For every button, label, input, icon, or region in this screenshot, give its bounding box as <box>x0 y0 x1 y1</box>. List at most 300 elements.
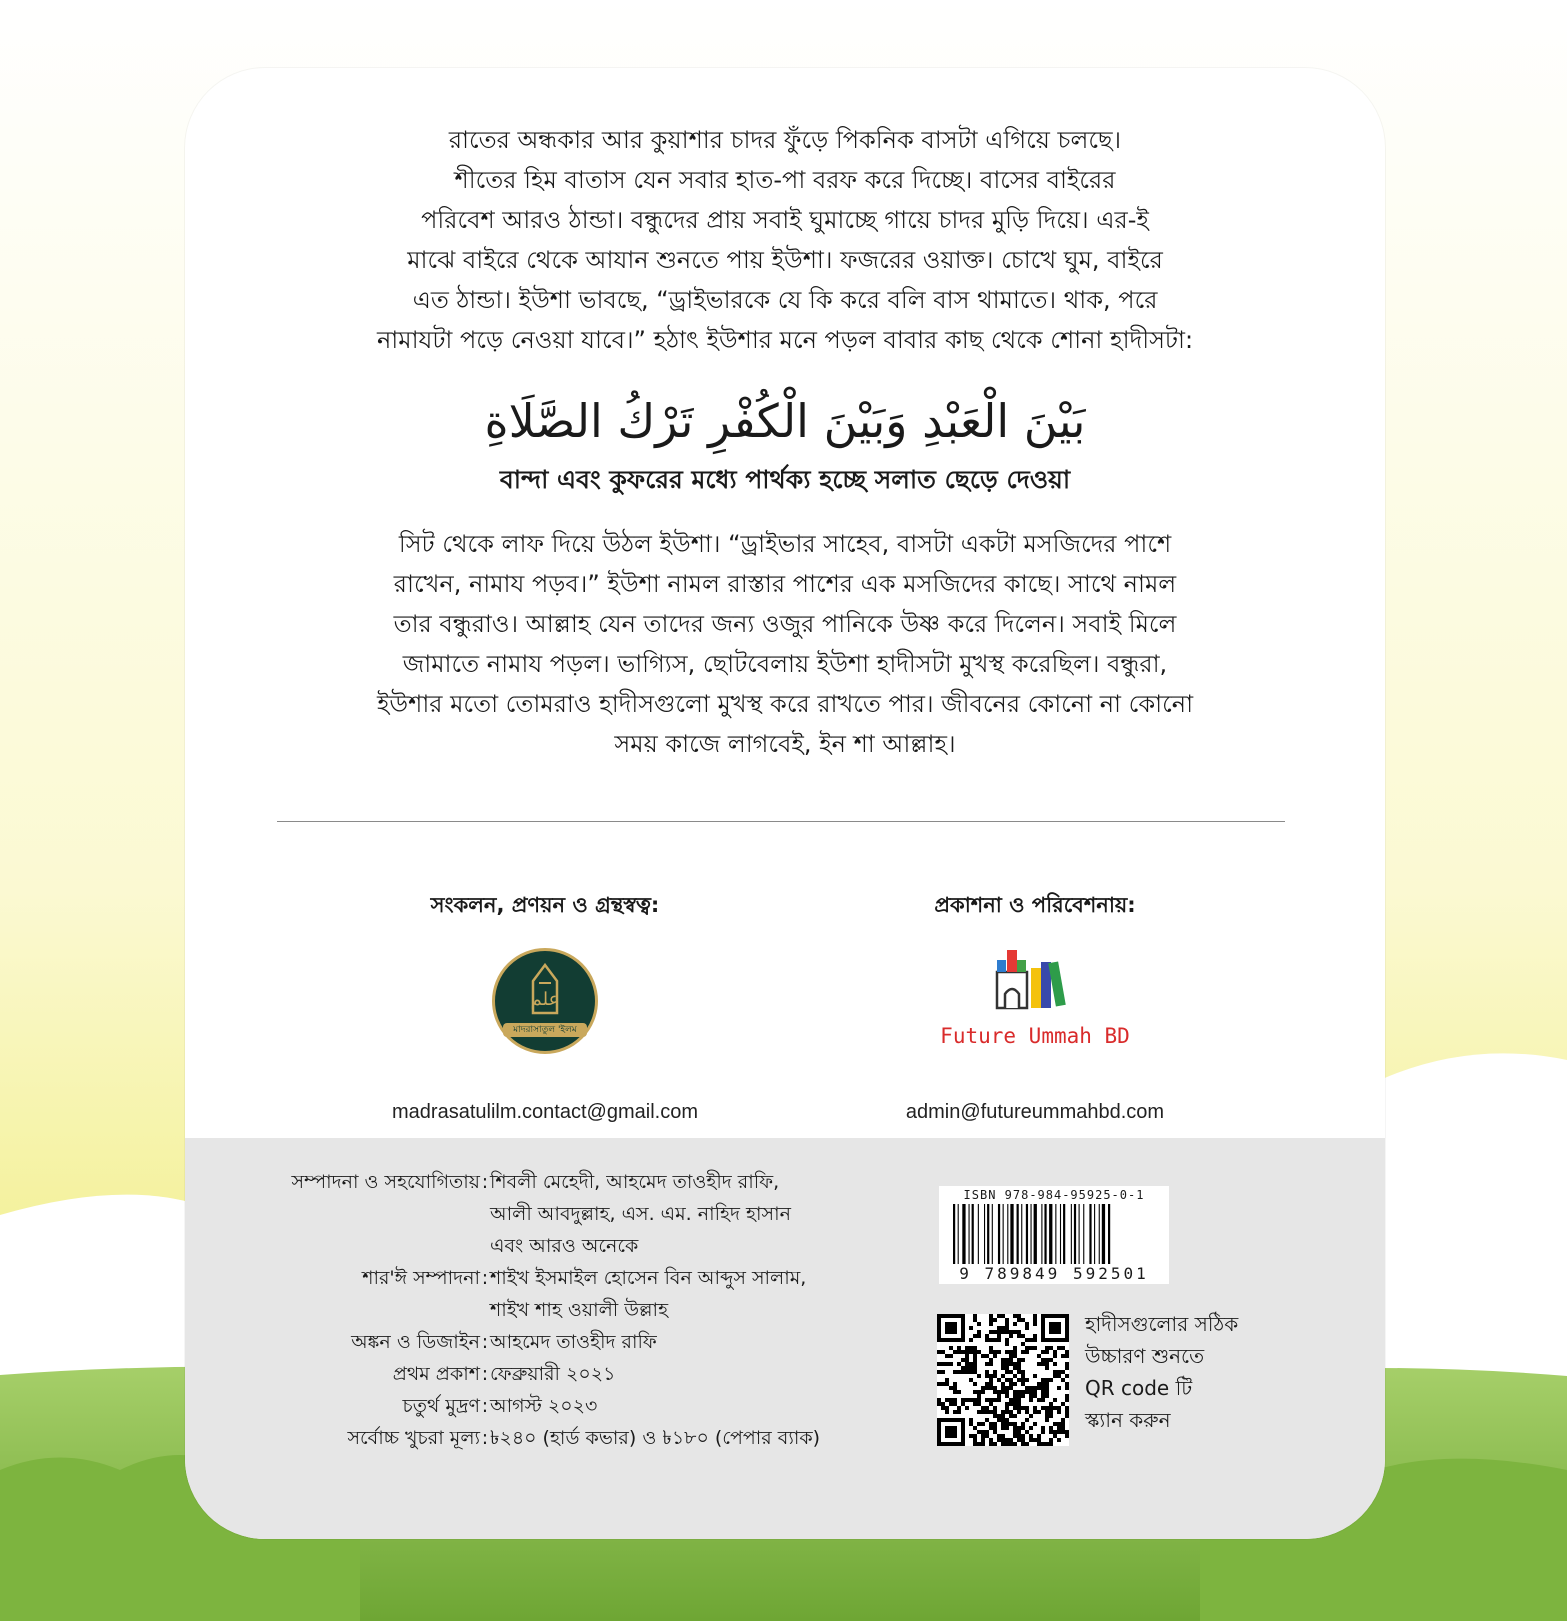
barcode-bar <box>1007 1204 1008 1264</box>
qr-module <box>1017 1430 1021 1434</box>
qr-module <box>981 1354 985 1358</box>
qr-module <box>969 1346 973 1350</box>
qr-module <box>1017 1402 1021 1406</box>
detail-row <box>205 1294 885 1326</box>
publisher-credit <box>805 888 1265 1170</box>
qr-module <box>1017 1330 1021 1334</box>
qr-module <box>1045 1358 1049 1362</box>
qr-module <box>1065 1386 1069 1390</box>
qr-module <box>965 1354 969 1358</box>
qr-module <box>1005 1350 1009 1354</box>
qr-module <box>1065 1406 1069 1410</box>
qr-module <box>1033 1314 1037 1318</box>
qr-module <box>969 1338 973 1342</box>
qr-module <box>985 1434 989 1438</box>
qr-module <box>1021 1370 1025 1374</box>
qr-module <box>1009 1438 1013 1442</box>
qr-module <box>1037 1354 1041 1358</box>
qr-module <box>1001 1362 1005 1366</box>
qr-module <box>1065 1362 1069 1366</box>
barcode-bar <box>1010 1204 1013 1264</box>
qr-module <box>1065 1354 1069 1358</box>
qr-module <box>989 1426 993 1430</box>
qr-module <box>937 1382 941 1386</box>
qr-module <box>969 1378 973 1382</box>
qr-module <box>1049 1430 1053 1434</box>
qr-module <box>973 1442 977 1446</box>
qr-module <box>977 1402 981 1406</box>
divider <box>277 821 1285 822</box>
qr-module <box>961 1398 965 1402</box>
detail-value: আলী আবদুল্লাহ, এস. এম. নাহিদ হাসান <box>490 1203 791 1225</box>
qr-module <box>989 1402 993 1406</box>
barcode-bar <box>984 1204 985 1264</box>
qr-module <box>1065 1398 1069 1402</box>
qr-module <box>997 1398 1001 1402</box>
detail-separator: : <box>481 1171 489 1193</box>
qr-module <box>993 1398 997 1402</box>
clouds-right <box>1380 1053 1567 1400</box>
qr-module <box>977 1430 981 1434</box>
qr-module <box>949 1346 953 1350</box>
qr-module <box>1021 1334 1025 1338</box>
qr-module <box>1005 1326 1009 1330</box>
qr-module <box>1045 1386 1049 1390</box>
qr-module <box>1029 1346 1033 1350</box>
qr-module <box>1001 1314 1005 1318</box>
qr-module <box>1033 1394 1037 1398</box>
qr-module <box>1045 1390 1049 1394</box>
qr-module <box>969 1418 973 1422</box>
qr-module <box>1045 1414 1049 1418</box>
qr-module <box>1045 1410 1049 1414</box>
qr-module <box>1021 1434 1025 1438</box>
qr-module <box>1053 1362 1057 1366</box>
qr-module <box>953 1398 957 1402</box>
barcode-bar <box>992 1204 993 1264</box>
qr-module <box>973 1438 977 1442</box>
qr-module <box>1021 1438 1025 1442</box>
qr-module <box>989 1398 993 1402</box>
qr-module <box>1029 1390 1033 1394</box>
qr-module <box>1029 1338 1033 1342</box>
qr-module <box>1033 1334 1037 1338</box>
qr-module <box>1041 1390 1045 1394</box>
qr-module <box>1041 1382 1045 1386</box>
qr-module <box>1005 1442 1009 1446</box>
qr-module <box>1001 1366 1005 1370</box>
story-line: পরিবেশ আরও ঠান্ডা। বন্ধুদের প্রায় সবাই ঘুমাচ্ছে গায়ে চাদর মুড়ি দিয়ে। এর-ই <box>421 206 1149 234</box>
qr-module <box>1009 1362 1013 1366</box>
qr-module <box>993 1422 997 1426</box>
qr-module <box>1037 1398 1041 1402</box>
qr-module <box>945 1426 957 1438</box>
qr-module <box>1021 1342 1025 1346</box>
qr-module <box>1005 1362 1009 1366</box>
detail-value: ৳২৪০ (হার্ড কভার) ও ৳১৮০ (পেপার ব্যাক) <box>490 1427 821 1449</box>
qr-module <box>977 1394 981 1398</box>
qr-module <box>1053 1374 1057 1378</box>
qr-module <box>1033 1374 1037 1378</box>
qr-module <box>985 1386 989 1390</box>
qr-module <box>973 1434 977 1438</box>
qr-module <box>1017 1434 1021 1438</box>
qr-module <box>997 1414 1001 1418</box>
qr-module <box>981 1430 985 1434</box>
barcode-bar <box>978 1204 979 1264</box>
qr-module <box>1009 1358 1013 1362</box>
qr-module <box>1049 1426 1053 1430</box>
qr-module <box>953 1402 957 1406</box>
qr-module <box>973 1398 977 1402</box>
qr-module <box>977 1322 981 1326</box>
qr-module <box>989 1358 993 1362</box>
qr-module <box>985 1374 989 1378</box>
qr-module <box>997 1330 1001 1334</box>
qr-module <box>981 1410 985 1414</box>
barcode-bar <box>1079 1204 1080 1264</box>
qr-module <box>981 1390 985 1394</box>
qr-module <box>1033 1386 1037 1390</box>
detail-label: সর্বোচ্চ খুচরা মূল্য <box>347 1427 480 1449</box>
qr-module <box>969 1366 973 1370</box>
qr-module <box>965 1366 969 1370</box>
qr-caption <box>1085 1308 1285 1436</box>
qr-module <box>1013 1350 1017 1354</box>
qr-module <box>1001 1442 1005 1446</box>
barcode-bar <box>1099 1204 1100 1264</box>
detail-value: শাইখ ইসমাইল হোসেন বিন আব্দুস সালাম, <box>490 1267 807 1289</box>
qr-module <box>1005 1366 1009 1370</box>
qr-module <box>989 1438 993 1442</box>
qr-module <box>997 1326 1001 1330</box>
qr-module <box>1001 1422 1005 1426</box>
qr-module <box>1025 1406 1029 1410</box>
qr-module <box>1009 1382 1013 1386</box>
qr-module <box>953 1390 957 1394</box>
qr-module <box>1001 1326 1005 1330</box>
barcode-bar <box>1031 1204 1032 1264</box>
qr-module <box>1033 1438 1037 1442</box>
qr-module <box>973 1334 977 1338</box>
qr-module <box>969 1398 973 1402</box>
publisher-email[interactable]: admin@futureummahbd.com <box>905 1101 1165 1123</box>
story-line: জামাতে নামায পড়ল। ভাগ্যিস, ছোটবেলায় ইউশা হাদীসটা মুখস্থ করেছিল। বন্ধুরা, <box>402 650 1168 678</box>
seal-arabic-mark: علم <box>530 989 560 1010</box>
seal-mark-icon <box>495 961 595 1021</box>
qr-module <box>1049 1358 1053 1362</box>
qr-module <box>973 1370 977 1374</box>
qr-module <box>941 1402 945 1406</box>
qr-module <box>977 1398 981 1402</box>
qr-module <box>973 1390 977 1394</box>
qr-module <box>1025 1390 1029 1394</box>
qr-module <box>1041 1398 1045 1402</box>
qr-module <box>1013 1362 1017 1366</box>
barcode-bar <box>1055 1204 1056 1264</box>
qr-module <box>989 1318 993 1322</box>
qr-module <box>1017 1398 1021 1402</box>
qr-module <box>1029 1434 1033 1438</box>
qr-module <box>1025 1326 1029 1330</box>
qr-module <box>953 1370 957 1374</box>
detail-label: শার'ঈ সম্পাদনা <box>362 1267 480 1289</box>
qr-module <box>1025 1410 1029 1414</box>
qr-module <box>961 1366 965 1370</box>
barcode-bar <box>1026 1204 1028 1264</box>
story-line: রাতের অন্ধকার আর কুয়াশার চাদর ফুঁড়ে পিকনিক বাসটা এগিয়ে চলছে। <box>448 126 1122 154</box>
qr-module <box>965 1346 969 1350</box>
qr-module <box>989 1350 993 1354</box>
qr-module <box>1009 1330 1013 1334</box>
qr-module <box>1001 1426 1005 1430</box>
qr-module <box>1033 1318 1037 1322</box>
qr-module <box>997 1338 1001 1342</box>
qr-module <box>1001 1386 1005 1390</box>
qr-module <box>1009 1350 1013 1354</box>
qr-module <box>957 1346 961 1350</box>
detail-row <box>205 1326 885 1358</box>
qr-module <box>1017 1394 1021 1398</box>
qr-module <box>1041 1406 1045 1410</box>
detail-value: এবং আরও অনেকে <box>490 1235 639 1257</box>
qr-module <box>1057 1426 1061 1430</box>
qr-module <box>1021 1382 1025 1386</box>
qr-module <box>981 1422 985 1426</box>
isbn-text: ISBN 978-984-95925-0-1 <box>963 1188 1145 1202</box>
qr-module <box>1013 1330 1017 1334</box>
qr-module <box>1013 1374 1017 1378</box>
compiler-heading: সংকলন, প্রণয়ন ও গ্রন্থস্বত্ব: <box>430 893 660 917</box>
detail-separator: : <box>481 1267 489 1289</box>
qr-module <box>1057 1346 1061 1350</box>
qr-module <box>969 1326 973 1330</box>
qr-module <box>1005 1406 1009 1410</box>
qr-module <box>1017 1426 1021 1430</box>
qr-module <box>941 1350 945 1354</box>
qr-module <box>1005 1394 1009 1398</box>
qr-module <box>965 1358 969 1362</box>
qr-module <box>1005 1330 1009 1334</box>
story-line: রাখেন, নামায পড়ব।” ইউশা নামল রাস্তার পাশের এক মসজিদের কাছে। সাথে নামল <box>393 570 1177 598</box>
qr-module <box>1005 1358 1009 1362</box>
qr-module <box>949 1398 953 1402</box>
qr-code-icon[interactable] <box>937 1314 1069 1446</box>
barcode-bar <box>1017 1204 1019 1264</box>
qr-module <box>997 1434 1001 1438</box>
detail-separator: : <box>481 1427 489 1449</box>
qr-module <box>937 1398 941 1402</box>
qr-module <box>985 1406 989 1410</box>
detail-separator: : <box>481 1395 489 1417</box>
qr-module <box>997 1334 1001 1338</box>
qr-module <box>1037 1442 1041 1446</box>
detail-row <box>205 1390 885 1422</box>
qr-module <box>993 1386 997 1390</box>
qr-module <box>1013 1346 1017 1350</box>
barcode-bar <box>1108 1204 1110 1264</box>
qr-module <box>941 1382 945 1386</box>
publisher-heading: প্রকাশনা ও পরিবেশনায়: <box>934 893 1136 917</box>
qr-module <box>1009 1402 1013 1406</box>
barcode-bar <box>987 1204 989 1264</box>
qr-module <box>1057 1386 1061 1390</box>
qr-module <box>1005 1390 1009 1394</box>
qr-module <box>949 1362 953 1366</box>
qr-module <box>993 1318 997 1322</box>
qr-module <box>1061 1422 1065 1426</box>
qr-module <box>981 1434 985 1438</box>
qr-module <box>1037 1434 1041 1438</box>
qr-module <box>1013 1322 1017 1326</box>
qr-module <box>993 1410 997 1414</box>
story-line: ইউশার মতো তোমরাও হাদীসগুলো মুখস্থ করে রাখতে পার। জীবনের কোনো না কোনো <box>376 690 1194 718</box>
qr-module <box>1033 1406 1037 1410</box>
qr-module <box>997 1418 1001 1422</box>
qr-module <box>1013 1402 1017 1406</box>
qr-module <box>945 1322 957 1334</box>
qr-module <box>989 1314 993 1318</box>
qr-module <box>1017 1358 1021 1362</box>
qr-module <box>1017 1366 1021 1370</box>
qr-module <box>993 1350 997 1354</box>
qr-module <box>1017 1378 1021 1382</box>
qr-module <box>1001 1438 1005 1442</box>
qr-module <box>1009 1410 1013 1414</box>
qr-module <box>1065 1350 1069 1354</box>
qr-module <box>1009 1398 1013 1402</box>
qr-module <box>985 1334 989 1338</box>
qr-module <box>969 1434 973 1438</box>
qr-module <box>1009 1378 1013 1382</box>
qr-module <box>1009 1442 1013 1446</box>
qr-module <box>961 1358 965 1362</box>
qr-module <box>985 1418 989 1422</box>
qr-module <box>1065 1366 1069 1370</box>
qr-module <box>977 1442 981 1446</box>
qr-module <box>1013 1434 1017 1438</box>
qr-module <box>1025 1350 1029 1354</box>
qr-module <box>993 1442 997 1446</box>
qr-module <box>949 1386 953 1390</box>
seal-label: মাদরাসাতুল 'ইলম <box>503 1023 587 1037</box>
detail-label: প্রথম প্রকাশ <box>392 1363 480 1385</box>
qr-module <box>1021 1426 1025 1430</box>
barcode-bar <box>958 1204 959 1264</box>
qr-module <box>953 1386 957 1390</box>
qr-module <box>1061 1430 1065 1434</box>
qr-module <box>1061 1346 1065 1350</box>
qr-module <box>989 1410 993 1414</box>
qr-module <box>989 1338 993 1342</box>
qr-module <box>1021 1390 1025 1394</box>
qr-module <box>1013 1430 1017 1434</box>
qr-module <box>1017 1406 1021 1410</box>
qr-module <box>977 1410 981 1414</box>
qr-module <box>985 1430 989 1434</box>
qr-module <box>969 1422 973 1426</box>
qr-module <box>989 1378 993 1382</box>
qr-module <box>1065 1394 1069 1398</box>
qr-module <box>957 1410 961 1414</box>
barcode-bar <box>1071 1204 1072 1264</box>
barcode-bar <box>1021 1204 1022 1264</box>
qr-module <box>1041 1394 1045 1398</box>
qr-module <box>1001 1330 1005 1334</box>
qr-module <box>1021 1374 1025 1378</box>
qr-module <box>997 1390 1001 1394</box>
detail-label: অঙ্কন ও ডিজাইন <box>351 1331 480 1353</box>
qr-module <box>997 1314 1001 1318</box>
detail-row <box>205 1166 885 1198</box>
qr-module <box>985 1398 989 1402</box>
story-paragraph-2 <box>245 524 1325 764</box>
qr-module <box>1065 1374 1069 1378</box>
qr-module <box>1001 1434 1005 1438</box>
qr-module <box>945 1406 949 1410</box>
publication-footer <box>185 1138 1385 1539</box>
story-line: এত ঠান্ডা। ইউশা ভাবছে, “ড্রাইভারকে যে কি করে বলি বাস থামাতে। থাক, পরে <box>412 286 1158 314</box>
qr-module <box>989 1362 993 1366</box>
qr-module <box>977 1374 981 1378</box>
detail-value: আগস্ট ২০২৩ <box>490 1395 598 1417</box>
detail-value: আহমেদ তাওহীদ রাফি <box>490 1331 657 1353</box>
qr-module <box>1053 1350 1057 1354</box>
qr-module <box>945 1398 949 1402</box>
qr-module <box>957 1406 961 1410</box>
detail-row <box>205 1198 885 1230</box>
detail-separator: : <box>481 1363 489 1385</box>
qr-module <box>1029 1398 1033 1402</box>
qr-module <box>993 1414 997 1418</box>
qr-module <box>997 1394 1001 1398</box>
barcode-bar <box>1060 1204 1061 1264</box>
barcode-bar <box>1063 1204 1065 1264</box>
qr-module <box>1017 1370 1021 1374</box>
qr-module <box>961 1350 965 1354</box>
story-line: নামাযটা পড়ে নেওয়া যাবে।” হঠাৎ ইউশার মনে পড়ল বাবার কাছ থেকে শোনা হাদীসটা: <box>376 326 1194 354</box>
qr-module <box>997 1438 1001 1442</box>
qr-module <box>989 1422 993 1426</box>
qr-module <box>965 1398 969 1402</box>
qr-module <box>1041 1386 1045 1390</box>
qr-module <box>1001 1418 1005 1422</box>
qr-module <box>1005 1338 1009 1342</box>
barcode-bar <box>1049 1204 1052 1264</box>
qr-module <box>1013 1406 1017 1410</box>
qr-module <box>1001 1374 1005 1378</box>
qr-module <box>973 1382 977 1386</box>
qr-module <box>1009 1334 1013 1338</box>
qr-module <box>1029 1386 1033 1390</box>
detail-row <box>205 1358 885 1390</box>
compiler-email[interactable]: madrasatulilm.contact@gmail.com <box>392 1101 698 1123</box>
qr-module <box>961 1370 965 1374</box>
story-line: সিট থেকে লাফ দিয়ে উঠল ইউশা। “ড্রাইভার সাহেব, বাসটা একটা মসজিদের পাশে <box>398 530 1172 558</box>
qr-module <box>1005 1402 1009 1406</box>
qr-module <box>969 1350 973 1354</box>
qr-caption-line: উচ্চারণ শুনতে <box>1085 1344 1205 1368</box>
detail-row <box>205 1262 885 1294</box>
qr-module <box>977 1330 981 1334</box>
qr-module <box>973 1358 977 1362</box>
qr-module <box>1041 1358 1045 1362</box>
story-line: তার বন্ধুরাও। আল্লাহ যেন তাদের জন্য ওজুর পানিকে উষ্ণ করে দিলেন। সবাই মিলে <box>393 610 1177 638</box>
qr-module <box>1005 1422 1009 1426</box>
qr-module <box>1045 1366 1049 1370</box>
qr-module <box>1021 1394 1025 1398</box>
qr-module <box>1013 1426 1017 1430</box>
